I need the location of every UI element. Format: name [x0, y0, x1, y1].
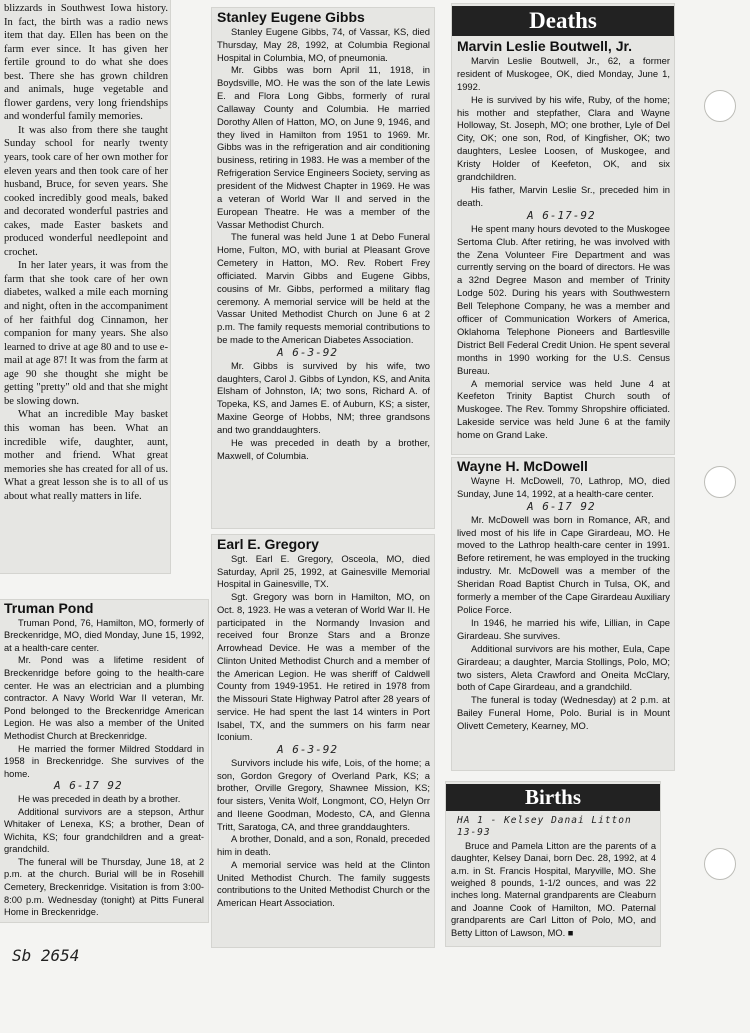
obituary-paragraph: Mr. Pond was a lifetime resident of Breckenridge before going to the health-care center. He was an electrician and a plumbing contractor. A Navy World War II veteran, Mr. Pond belonged to the Breckenridge American Legion. He was also a member of the United Methodist Church at Breckenridge.: [4, 655, 204, 741]
birth-label: HA 1 - Kelsey Danai Litton 13-93: [457, 815, 632, 839]
obituary-name: Truman Pond: [4, 600, 94, 616]
obituary-paragraph: The funeral will be Thursday, June 18, at 2 p.m. at the church. Burial will be in Rosehill Cemetery, Breckenridge. Visitation is from 3:00-8:00 p.m. Wednesday (tonight) at Pitts Funeral Home in Breckenridge.: [4, 856, 204, 918]
clipping-births: [446, 782, 660, 946]
obituary-name: Stanley Eugene Gibbs: [217, 9, 365, 25]
obituary-paragraph: Additional survivors are his mother, Eula, Cape Girardeau; a daughter, Marcia Stollings, Polo, MO; two sisters, Aleta Crawford and Oneita McClary, both of Cape Girardeau, and a grandchild.: [457, 642, 670, 693]
obituary-paragraph: The funeral is today (Wednesday) at 2 p.m. at Bailey Funeral Home, Polo. Burial is in Mount Olivett Cemetery, Kearney, MO.: [457, 694, 670, 732]
handwritten-date: A 6-17-92: [527, 208, 596, 222]
obituary-paragraph: He married the former Mildred Stoddard in 1958 in Breckenridge. She survives of the home.: [4, 743, 204, 779]
obituary-paragraph: A brother, Donald, and a son, Ronald, preceded him in death.: [217, 833, 430, 857]
births-banner: Births: [446, 784, 660, 811]
obituary-paragraph: He is survived by his wife, Ruby, of the home; his mother and stepfather, Clara and Wayne Holloway, St. Joseph, MO; one brother, Lyle of Del City, OK; one son, Rod, of Kingfisher, OK; two daughters, Leslee Loosen, of Muskogee, and Kristy Holder of Keefeton, OK, and six grandchildren.: [457, 93, 670, 183]
obituary-paragraph: Mr. Gibbs was born April 11, 1918, in Boydsville, MO. He was the son of the late Lewis E. and Flora Long Gibbs, formerly of rural Callaway County and Columbia. He married Dorothy Allen of Hatton, MO, on June 9, 1946, and they lived in Hamilton from 1951 to 1969. Mr. Gibbs was in the refrigeration and air conditioning business, retiring in 1983. He was a member of the Refrigeration Service Engineers Society, serving as president of the Midwest Chapter in 1969. He was a veteran of World War II and served in the European Theatre. He was a member of the Vassar Methodist Church.: [217, 64, 430, 230]
clipping-marvin-boutwell: [452, 4, 674, 454]
obituary-paragraph: Sgt. Earl E. Gregory, Osceola, MO, died Saturday, April 25, 1992, at Gainesville Memorial Hospital in Gainesville, TX.: [217, 552, 430, 590]
clipping-truman-pond: [0, 600, 208, 922]
page-mark: Sb 2654: [12, 946, 80, 965]
obituary-paragraph: The funeral was held June 1 at Debo Funeral Home, Fulton, MO, with burial at Pleasant Grove Cemetery in Hatton, MO. Rev. Robert Frey officiated. Marvin Gibbs and Eugene Gibbs, cousins of Mr. Gibbs, performed a military flag ceremony. A memorial service will be held at the Vassar United Methodist Church on June 6 at 2 p.m. The family requests memorial contributions to be made to the American Diabetes Association.: [217, 231, 430, 346]
left-paragraph: What an incredible May basket this woman has been. What an incredible wife, daughter, aunt, mother and friend. What great memories she has created for all of us. What a great lesson she is to all of us about what really matters in life.: [4, 409, 168, 502]
obituary-paragraph: Stanley Eugene Gibbs, 74, of Vassar, KS, died Thursday, May 28, 1992, at Columbia Regional Hospital in Columbia, MO, of pneumonia.: [217, 25, 430, 63]
clipping-stanley-gibbs: [212, 8, 434, 528]
handwritten-date: A 6-3-92: [277, 743, 338, 756]
obituary-paragraph: He spent many hours devoted to the Muskogee Sertoma Club. After retiring, he was involved with the Zena Volunteer Fire Department and was currently serving on the board of directors. He was a 32nd Degree Mason and member of Trinity Lodge 502. During his years with Southwestern Bell Telephone Company, he was a member and officer of Communication Workers of America, Oklahoma Telephone Pioneers and Bartlesville District Bell Federal Credit Union. He spent several months in 1990 working for the U.S. Census Bureau.: [457, 222, 670, 376]
binder-hole: [704, 90, 736, 122]
obituary-paragraph: In 1946, he married his wife, Lillian, in Cape Girardeau. She survives.: [457, 616, 670, 641]
clipping-wayne-mcdowell: [452, 458, 674, 770]
obituary-paragraph: A memorial service was held June 4 at Keefeton Trinity Baptist Church south of Muskogee. The Rev. Tommy Shropshire officiated. Lakeside service was held June 6 at the family home on Grand Lake.: [457, 377, 670, 441]
clipping-left-continuation: [0, 0, 170, 573]
obituary-name: Earl E. Gregory: [217, 536, 319, 552]
handwritten-date: A 6-3-92: [277, 345, 338, 359]
obituary-paragraph: He was preceded in death by a brother, Maxwell, of Columbia.: [217, 436, 430, 461]
obituary-name: Wayne H. McDowell: [457, 458, 588, 474]
obituary-paragraph: His father, Marvin Leslie Sr., preceded him in death.: [457, 183, 670, 208]
obituary-paragraph: Survivors include his wife, Lois, of the home; a son, Gordon Gregory of Overland Park, KS; a brother, Orville Gregory, Shawnee Mission, KS; four sisters, Venita Wolf, Longmont, CO, Helyn Orr and Ileene Goodman, Modesto, CA, and Glenna Tritt, Saratoga, CA, and three granddaughters.: [217, 756, 430, 832]
left-paragraph: In her later years, it was from the farm that she took care of her own diabetes, walked a mile each morning and night, often in the accompaniment of her faithful dog Cinnamon, her companion for many years. She also learned to drive at age 80 and to use e-mail at age 87! It was from the farm at age 90 she thought she might be getting "pretty" old and that she might be slowing down.: [4, 260, 168, 407]
handwritten-date: A 6-17 92: [54, 779, 123, 793]
obituary-name: Marvin Leslie Boutwell, Jr.: [457, 38, 633, 54]
obituary-paragraph: A memorial service was held at the Clinton United Methodist Church. The family suggests contributions to the United Methodist Church or the American Heart Association.: [217, 858, 430, 908]
binder-hole: [704, 466, 736, 498]
clipping-earl-gregory: [212, 535, 434, 947]
obituary-paragraph: Mr. McDowell was born in Romance, AR, and lived most of his life in Cape Girardeau, MO. He moved to the Lathrop health-care center in 1991. Before retirement, he was employed in the trucking industry. Mr. McDowell was a member of the Sheridan Road Baptist Church in Tulsa, OK, and formerly a member of the Cape Girardeau Auxiliary Police Force.: [457, 513, 670, 615]
obituary-paragraph: Sgt. Gregory was born in Hamilton, MO, on Oct. 8, 1923. He was a veteran of World War II. He participated in the Normandy Invasion and received four Bronze Stars and a Bronze Arrowhead Device. He was a member of the Clinton United Methodist Church and a member of the American Legion. He was sheriff of Caldwell County from 1949-1951. He retired in 1978 from the Missouri State Highway Patrol after 28 years of service. He had spent the last 14 winters in Port Isabel, TX, and the summers on his farm near Iconium.: [217, 591, 430, 743]
left-paragraph: It was also from there she taught Sunday school for nearly twenty years, took care of her own mother for eleven years and then took care of her husband, Bruce, for seven years. She cooked incredibly good meals, baked and decorated wonderful pastries and cakes, made Easter baskets and produced wonderful needlepoint and crochet.: [4, 124, 168, 258]
obituary-paragraph: Marvin Leslie Boutwell, Jr., 62, a former resident of Muskogee, OK, died Monday, June 1, 1992.: [457, 54, 670, 92]
binder-hole: [704, 848, 736, 880]
obituary-paragraph: Additional survivors are a stepson, Arthur Whitaker of Lenexa, KS; a brother, Dean of Wichita, KS; four grandchildren and a great-grandchild.: [4, 806, 204, 855]
deaths-banner: Deaths: [452, 6, 674, 36]
obituary-paragraph: Mr. Gibbs is survived by his wife, two daughters, Carol J. Gibbs of Lyndon, KS, and Anita Elsham of Johnston, IA; two sons, Richard A. of Topeka, KS, and James E. of Auburn, KS; a sister, Maxine George of Hobbs, NM; three grandsons and two granddaughters.: [217, 359, 430, 435]
birth-paragraph: Bruce and Pamela Litton are the parents of a daughter, Kelsey Danai, born Dec. 28, 1992, at 4 a.m. in St. Francis Hospital, Maryville, MO. She weighed 8 pounds, 1-1/2 ounces, and was 22 inches long. Maternal grandparents are Cleaburn and Joanne Cook of Hamilton, MO. Paternal grandparents are Carl Litton of Polo, MO, and Betty Litton of Lawson, MO. ■: [451, 840, 656, 938]
obituary-paragraph: He was preceded in death by a brother.: [18, 793, 181, 804]
left-paragraph: blizzards in Southwest Iowa history. In fact, the birth was a radio news item that day. Ellen has been on the farm ever since. It has given her fertile ground to do what she does best. There she has grown children and animals, huge vegetable and flower gardens, very long friendships and wonderful family memories.: [4, 3, 168, 123]
obituary-paragraph: Wayne H. McDowell, 70, Lathrop, MO, died Sunday, June 14, 1992, at a health-care center.: [457, 474, 670, 499]
handwritten-date: A 6-17 92: [527, 499, 596, 513]
obituary-paragraph: Truman Pond, 76, Hamilton, MO, formerly of Breckenridge, MO, died Monday, June 15, 1992, at a health-care center.: [4, 617, 204, 653]
